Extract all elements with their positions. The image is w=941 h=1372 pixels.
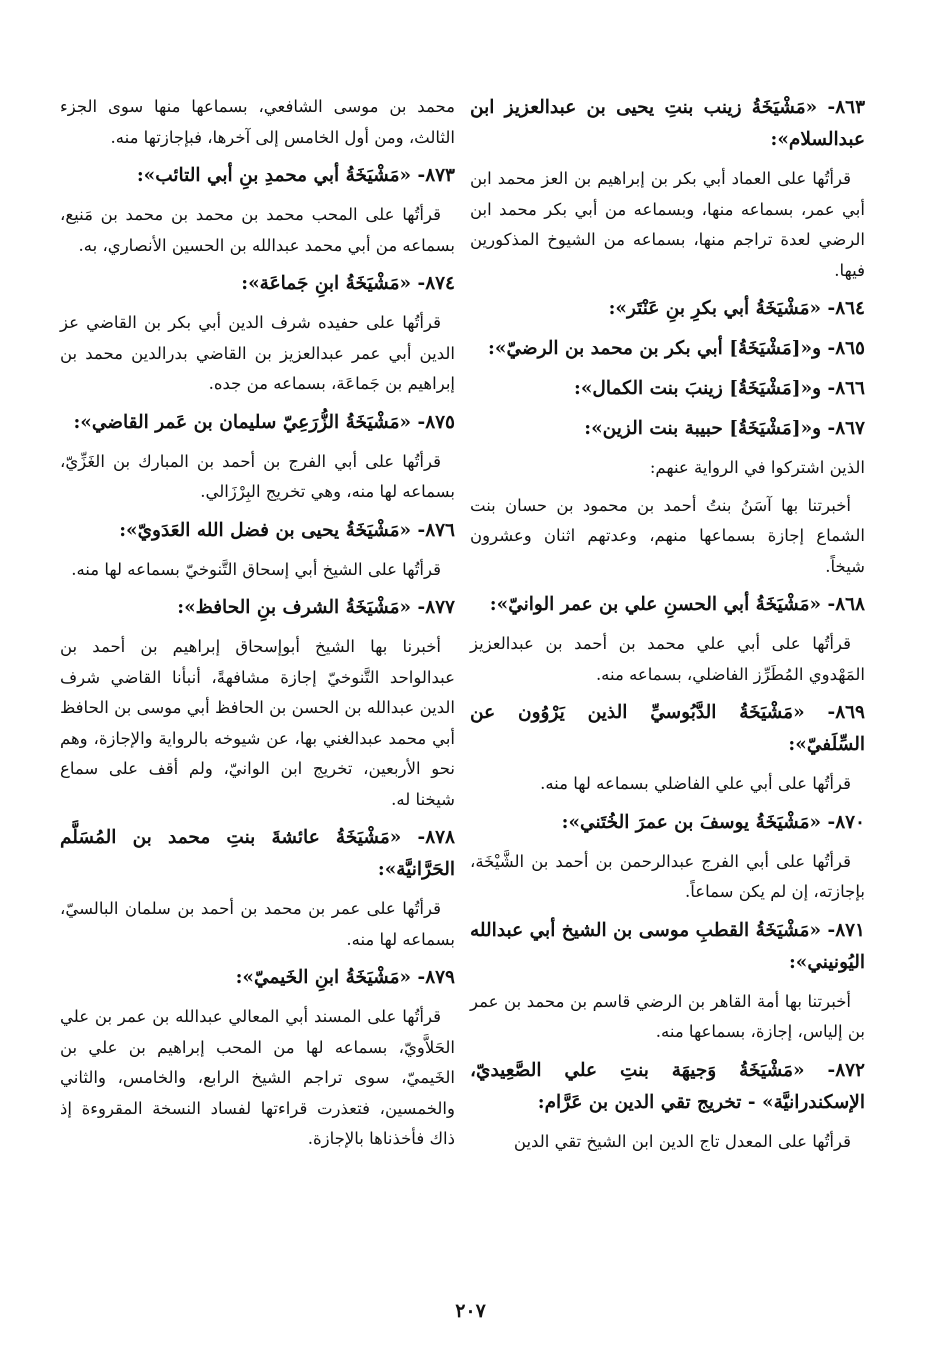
entry-heading: ٨٦٩- «مَشْيَخَةُ الدَّبُوسيِّ الذين يَرْوُون عن السِّلَفيّ»: bbox=[470, 702, 865, 755]
entry-text: أخبرتنا بها أمة القاهر بن الرضي قاسم بن محمد بن عمر بن إلياس، إجازة، بسماعها منه. bbox=[470, 991, 865, 1041]
entry-text: الذين اشتركوا في الرواية عنهم: bbox=[649, 458, 865, 477]
entry-text: قرأتُها على أبي علي الفاضلي بسماعه لها منه. bbox=[540, 774, 851, 793]
bibliography-entry bbox=[470, 293, 865, 325]
entry-text: أخبرنا بها الشيخ أبوإسحاق إبراهيم بن أحمد بن عبدالواحد التَّنوخيّ إجازة مشافهةً، أنبأنا القاضي شرف الدين عبدالله بن الحسن بن الحافظ أبي موسى بن الحافظ أبي محمد عبدالغني بها، عن شيوخه بالرواية والإجازة، وهم نحو الأربعين، تخريج ابن الوانيّ، ولم أقف على سماع شيخنا له. bbox=[60, 637, 455, 809]
bibliography-entry bbox=[60, 160, 455, 261]
entry-heading: ٨٧٩- «مَشْيَخَةُ ابنِ الخَيميّ»: bbox=[235, 967, 455, 988]
entry-text: قرأتُها على أبي الفرج بن أحمد بن المبارك بن الغَزِّيّ، بسماعه لها منه، وهي تخريج البِرْزَالي. bbox=[60, 451, 455, 501]
entry-heading: ٨٧٨- «مَشْيَخَةُ عائشةَ بنتِ محمد بن المُسَلَّم الحَرَّانيَّة»: bbox=[60, 827, 455, 880]
entry-text: قرأتُها على أبي علي محمد بن أحمد بن عبدالعزيز المَهْدوي المُطَرِّز الفاضلي، بسماعه منه. bbox=[470, 634, 865, 684]
entry-heading: ٨٧٣- «مَشْيَخَةُ أبي محمدِ بنِ أبي التائب»: bbox=[136, 165, 455, 186]
bibliography-entry bbox=[470, 589, 865, 690]
entry-heading: ٨٧٠- «مَشْيَخَةُ يوسفَ بن عمرَ الخُتَني»: bbox=[561, 811, 865, 833]
bibliography-entry bbox=[470, 373, 865, 405]
bibliography-entry bbox=[60, 962, 455, 1155]
bibliography-entry bbox=[60, 268, 455, 400]
entry-heading: ٨٧٥- «مَشْيَخَةُ الزُّرَعِيّ سليمان بن عَمر القاضي»: bbox=[73, 411, 455, 433]
entry-heading: ٨٦٣- «مَشْيَخَةُ زينب بنتِ يحيى بن عبدالعزيز ابن عبدالسلام»: bbox=[470, 97, 866, 150]
entry-text: محمد بن موسى الشافعي، بسماعها منها سوى الجزء الثالث، ومن أول الخامس إلى آخرها، فبإجازتها منه. bbox=[60, 97, 455, 147]
entry-heading: ٨٦٨- «مَشْيَخَةُ أبي الحسنِ علي بن عمر الوانيّ»: bbox=[489, 594, 865, 615]
entry-text: قرأتُها على المسند أبي المعالي عبدالله بن عمر بن علي الحَلاَّويّ، بسماعه لها من المحب إبراهيم بن علي بن الخَيميّ، سوى تراجم الشيخ الرابع، والخامس، والثاني والخمسين، فتعذرت قراءتها لفساد النسخة المقروءة إذ ذاك فأخذناها بالإجازة. bbox=[60, 1007, 455, 1148]
entry-text: قرأتُها على حفيده شرف الدين أبي بكر بن القاضي عز الدين أبي عمر عبدالعزيز بن القاضي بدرالدين محمد بن إبراهيم بن جَماعَة، بسماعه من جده. bbox=[60, 313, 455, 393]
entry-text: قرأتُها على عمر بن محمد بن أحمد بن سلمان البالسيّ، بسماعه لها منه. bbox=[60, 899, 455, 949]
bibliography-entry bbox=[60, 407, 455, 508]
bibliography-entry bbox=[470, 453, 865, 484]
entry-text: قرأتُها على المعدل تاج الدين ابن الشيخ تقي الدين bbox=[513, 1131, 851, 1151]
bibliography-entry bbox=[470, 697, 865, 800]
bibliography-entry bbox=[470, 92, 865, 286]
entry-heading: ٨٧٢- «مَشْيَخَةُ وَجيهَة بنتِ علي الصَّعِيديّ، الإسكندرانيَّة» - تخريج تقي الدين بن عَرَّام: bbox=[470, 1059, 865, 1113]
entry-heading: ٨٧٧- «مَشْيَخَةُ الشرف بنِ الحافظ»: bbox=[177, 597, 455, 618]
entry-heading: ٨٦٦- و«[مَشْيَخَةُ] زينبَ بنت الكمال»: bbox=[574, 378, 865, 399]
bibliography-entry bbox=[470, 333, 865, 365]
bibliography-entry bbox=[470, 915, 865, 1048]
entry-heading: ٨٧١- «مَشْيَخَةُ القطبِ موسى بن الشيخ أبي عبدالله اليُونيني»: bbox=[470, 919, 865, 973]
left-column bbox=[60, 92, 455, 1162]
bibliography-entry bbox=[470, 1055, 865, 1158]
page-number: ٢٠٧ bbox=[455, 1300, 486, 1322]
bibliography-entry bbox=[60, 592, 455, 815]
bibliography-entry bbox=[60, 515, 455, 586]
entry-heading: ٨٦٤- «مَشْيَخَةُ أبي بكرِ بنِ عَنْتَر»: bbox=[608, 298, 865, 319]
right-column bbox=[470, 92, 865, 1164]
entry-text: قرأتُها على الشيخ أبي إسحاق التَّنوخيّ بسماعه لها منه. bbox=[71, 559, 441, 579]
entry-heading: ٨٦٥- و«[مَشْيَخَةُ] أبي بكر بن محمد بن الرضيّ»: bbox=[488, 338, 865, 359]
entry-heading: ٨٧٦- «مَشْيَخَةُ يحيى بن فضل الله العَدَويّ»: bbox=[119, 519, 455, 541]
bibliography-entry bbox=[470, 413, 865, 445]
bibliography-entry bbox=[470, 491, 865, 583]
entry-text: قرأتُها على المحب محمد بن محمد بن محمد بن مَنيع، بسماعه من أبي محمد عبدالله بن الحسين الأنصاري، به. bbox=[60, 205, 455, 255]
bibliography-entry bbox=[60, 822, 455, 955]
entry-text: قرأتُها على أبي الفرج عبدالرحمن بن أحمد بن الشَّيْخَة، بإجازته، إن لم يكن سماعاً. bbox=[470, 851, 865, 901]
bibliography-entry bbox=[60, 92, 455, 153]
entry-heading: ٨٦٧- و«[مَشْيَخَةُ] حبيبة بنت الزين»: bbox=[584, 418, 865, 439]
entry-heading: ٨٧٤- «مَشْيَخَةُ ابنِ جَماعَة»: bbox=[241, 273, 455, 294]
entry-text: قرأتُها على العماد أبي بكر بن إبراهيم بن العز محمد ابن أبي عمر، بسماعه منها، وبسماعه من أبي بكر محمد ابن الرضي لعدة تراجم منها، بسماعه من الشيوخ المذكورين فيها. bbox=[470, 169, 865, 280]
bibliography-entry bbox=[470, 807, 865, 908]
entry-text: أخبرتنا بها آسَنُ بنتُ أحمد بن محمود بن حسان بنت الشماع إجازة بسماعها منهم، وعدتهم اثنان وعشرون شيخاً. bbox=[470, 495, 865, 576]
